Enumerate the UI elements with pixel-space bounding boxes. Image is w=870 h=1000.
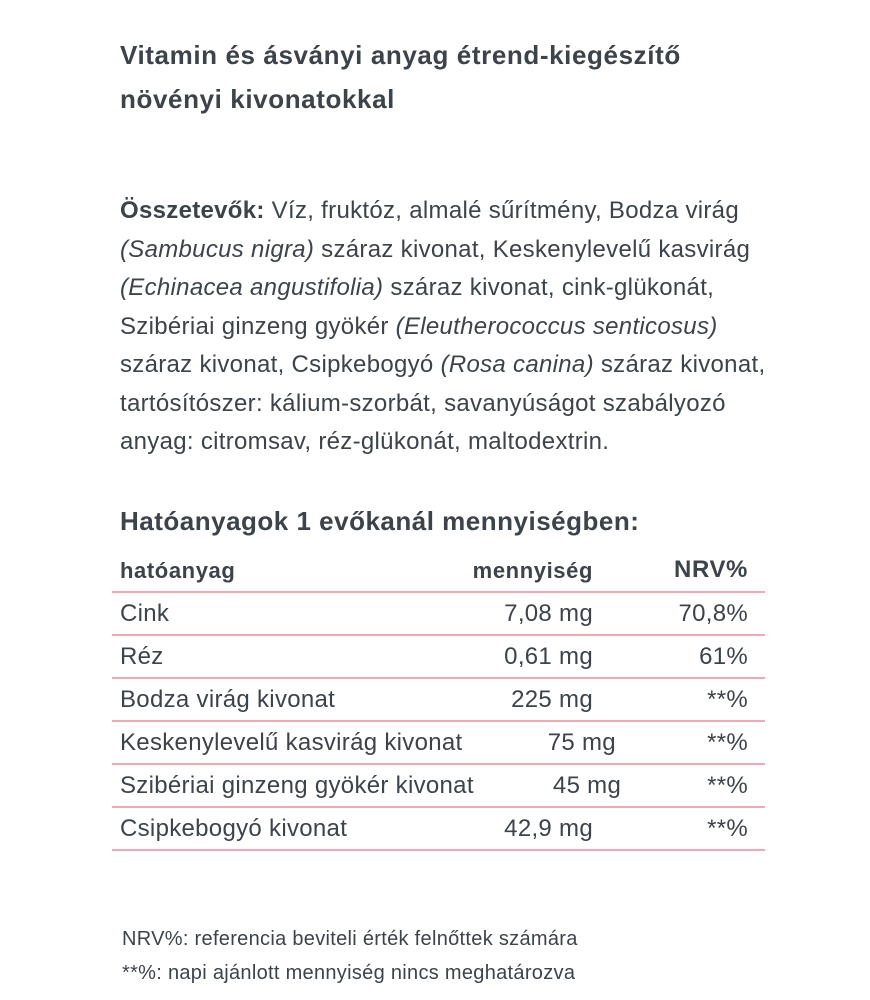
ingredient-amount: 45 mg [552, 771, 622, 799]
ingredients-segment: száraz kivonat, Keskenylevelű kasvirág [314, 235, 751, 263]
active-ingredients-table [112, 540, 765, 851]
ingredients-segment: száraz kivonat, cink-glükonát, Szibériai ginzeng gyökér [120, 274, 715, 340]
footnote-nrv: NRV%: referencia beviteli érték felnőttek számára [122, 928, 578, 950]
ingredient-nrv: 70,8% [678, 599, 748, 627]
ingredient-name: Bodza virág kivonat [120, 685, 336, 713]
table-header-row [112, 540, 765, 593]
ingredient-nrv: **% [707, 728, 748, 756]
ingredients-segment: (Rosa canina) [440, 351, 594, 378]
section-heading: Hatóanyagok 1 evőkanál mennyiségben: [120, 505, 640, 536]
table-row [112, 808, 765, 851]
ingredients-paragraph [120, 192, 780, 462]
column-header-hatoanyag: hatóanyag [120, 558, 236, 583]
ingredient-amount: 75 mg [547, 728, 616, 756]
ingredients-segment: száraz kivonat, Csipkebogyó [120, 351, 441, 378]
ingredient-name: Szibériai ginzeng gyökér kivonat [120, 771, 474, 799]
footnote-asterisk: **%: napi ajánlott mennyiség nincs meghatározva [122, 962, 576, 984]
ingredients-segment: (Sambucus nigra) [120, 235, 315, 263]
ingredient-name: Réz [120, 642, 164, 670]
ingredient-nrv: **% [707, 771, 748, 799]
column-header-mennyiseg: mennyiség [472, 558, 593, 583]
ingredients-segment: (Echinacea angustifolia) [120, 274, 384, 301]
ingredient-nrv: **% [707, 685, 748, 713]
table-row [112, 722, 765, 765]
table-row [112, 636, 765, 679]
ingredient-nrv: 61% [699, 642, 748, 670]
ingredient-name: Csipkebogyó kivonat [120, 814, 348, 842]
ingredient-nrv: **% [707, 814, 748, 842]
page-title: Vitamin és ásványi anyag étrend-kiegészítő növényi kivonatokkal [120, 40, 681, 115]
ingredients-segment: Víz, fruktóz, almalé sűrítmény, Bodza virág [271, 197, 739, 224]
table-row [112, 593, 765, 636]
ingredients-segment: (Eleutherococcus senticosus) [395, 312, 718, 340]
ingredient-name: Cink [120, 599, 170, 627]
table-row [112, 679, 765, 722]
ingredients-segment: száraz kivonat, tartósítószer: kálium-szorbát, savanyúságot szabályozó anyag: citromsav, réz-glükonát, maltodextrin. [120, 351, 766, 455]
column-header-nrv: NRV% [674, 556, 748, 583]
ingredient-amount: 0,61 mg [504, 642, 593, 670]
ingredient-amount: 42,9 mg [504, 814, 593, 842]
ingredient-name: Keskenylevelű kasvirág kivonat [120, 728, 463, 756]
table-row [112, 765, 765, 808]
footnotes [122, 922, 782, 990]
ingredient-amount: 7,08 mg [504, 599, 593, 627]
ingredient-amount: 225 mg [511, 685, 593, 713]
ingredients-segment: Összetevők: [120, 197, 272, 224]
